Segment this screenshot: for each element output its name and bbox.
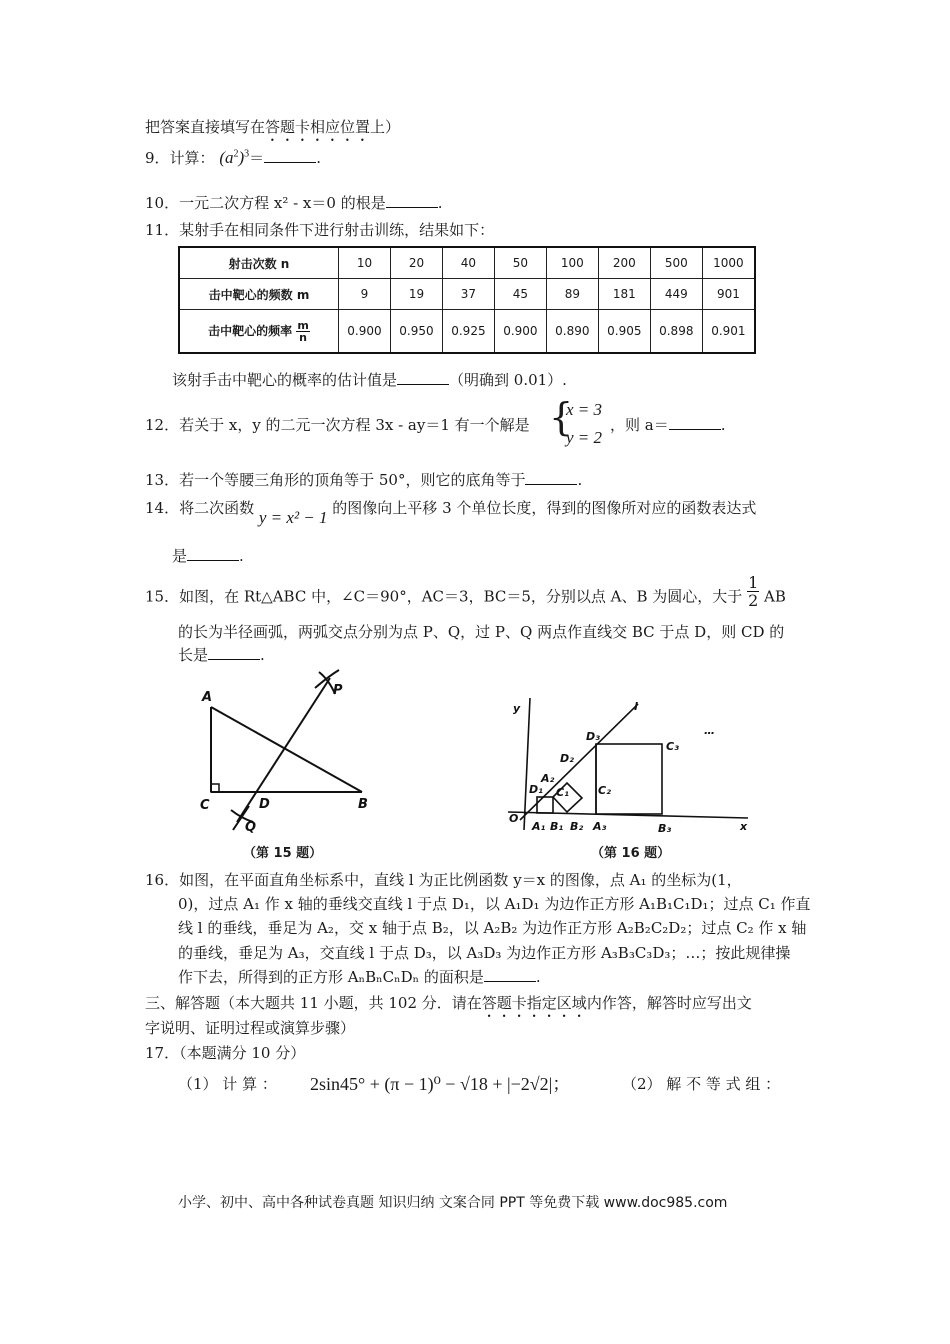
q12-eq2: y = 2 [566, 428, 603, 447]
row-label-shots: 射击次数 n [179, 247, 339, 279]
table-cell: 40 [442, 247, 494, 279]
table-cell: 1000 [702, 247, 755, 279]
label-d2: D₂ [560, 752, 574, 765]
perpendicular-bisector [237, 678, 330, 822]
question-14-line2: 是 . [172, 547, 244, 565]
question-13: 13．若一个等腰三角形的顶角等于 50°，则它的底角等于 . [145, 471, 583, 489]
q14-function: y = x² − 1 [258, 508, 328, 527]
label-a3: A₃ [593, 820, 607, 833]
table-cell: 0.925 [442, 310, 494, 354]
frequency-fraction: $\frac{m}{n}$ [297, 318, 309, 344]
q9-answer-blank [264, 148, 316, 163]
intro-line [145, 116, 400, 145]
q14-answer-blank [187, 546, 239, 561]
label-q: Q [245, 820, 257, 835]
question-16-line3: 线 l 的垂线，垂足为 A₂，交 x 轴于点 B₂，以 A₂B₂ 为边作正方形 A₂B₂C₂D₂；过点 C₂ 作 x 轴 [178, 919, 807, 937]
table-row [179, 247, 755, 279]
label-p: P [333, 683, 343, 698]
q15-answer-blank [208, 645, 260, 660]
page-footer: 小学、初中、高中各种试卷真题 知识归纳 文案合同 PPT 等免费下载 www.doc985.com [178, 1195, 728, 1211]
row-label-frequency: 击中靶心的频率 $\frac{m}{n}$ [179, 310, 339, 354]
question-17-expression: 2sin45° + (π − 1)⁰ − √18 + |−2√2|； [310, 1074, 571, 1094]
label-y: y [513, 702, 521, 715]
label-l: l [634, 700, 638, 713]
table-cell: 0.901 [702, 310, 755, 354]
intro-tail: 上） [370, 118, 401, 136]
table-cell: 19 [390, 279, 442, 310]
question-12 [145, 414, 530, 435]
label-b2: B₂ [570, 820, 584, 833]
question-17-part1: （1） 计 算 ： [178, 1075, 277, 1093]
label-d3: D₃ [586, 730, 600, 743]
figure-16 [500, 690, 760, 840]
table-cell: 0.950 [390, 310, 442, 354]
q9-text: 9．计算： [145, 149, 215, 167]
table-cell: 0.890 [546, 310, 598, 354]
side-ab [211, 707, 362, 792]
label-a1: A₁ [532, 820, 546, 833]
question-15-line3: 长是 . [178, 646, 265, 664]
square-1 [537, 797, 553, 813]
q16-answer-blank [484, 967, 536, 982]
q12-text: 12．若关于 x，y 的二元一次方程 3x - ay＝1 有一个解是 [145, 416, 530, 434]
figure-16-caption: （第 16 题） [591, 846, 671, 861]
question-11 [145, 219, 494, 240]
half-fraction: $\frac{1}{2}$ [748, 573, 759, 610]
q11-text: 11．某射手在相同条件下进行射击训练，结果如下： [145, 221, 495, 239]
label-c3: C₃ [666, 740, 679, 753]
q10-text: 10．一元二次方程 x² - x＝0 的根是 [145, 194, 386, 212]
question-16-line1: 16．如图，在平面直角坐标系中，直线 l 为正比例函数 y＝x 的图像，点 A₁ 的坐标为(1， [145, 871, 742, 889]
question-9: 9．计算： $(a^2)^3=$ . [145, 148, 321, 167]
table-cell: 181 [598, 279, 650, 310]
label-x: x [740, 820, 748, 833]
table-cell: 200 [598, 247, 650, 279]
question-17-part2: （2） 解 不 等 式 组 ： [622, 1075, 781, 1093]
question-16-line5: 作下去，所得到的正方形 AₙBₙCₙDₙ 的面积是 . [178, 968, 541, 986]
table-cell: 89 [546, 279, 598, 310]
table-cell: 50 [494, 247, 546, 279]
table-cell: 20 [390, 247, 442, 279]
q11-answer-blank [397, 370, 449, 385]
question-11-answer: 该射手击中靶心的概率的估计值是 （明确到 0.01）. [172, 371, 567, 389]
label-b: B [358, 797, 368, 812]
figure-15 [195, 660, 395, 860]
table-row [179, 279, 755, 310]
q9-expression: $(a^2)^3$ [219, 148, 250, 167]
table-cell: 10 [339, 247, 391, 279]
table-cell: 500 [650, 247, 702, 279]
q12-answer-blank [669, 415, 721, 430]
table-row [179, 310, 755, 354]
table-cell: 45 [494, 279, 546, 310]
question-16-line2: 0)，过点 A₁ 作 x 轴的垂线交直线 l 于点 D₁，以 A₁D₁ 为边作正方形 A₁B₁C₁D₁；过点 C₁ 作直 [178, 895, 811, 913]
label-d1: D₁ [529, 783, 543, 796]
table-cell: 901 [702, 279, 755, 310]
table-cell: 0.900 [494, 310, 546, 354]
section-3-header: 三、解答题（本大题共 11 小题，共 102 分．请在答题卡指定区域内作答，解答时应写出文 [145, 994, 752, 1012]
label-o: O [509, 812, 519, 825]
intro-text: 把答案直接填写在 [145, 118, 266, 136]
q10-answer-blank [386, 193, 438, 208]
square-3 [596, 744, 662, 814]
row-label-hits: 击中靶心的频数 m [179, 279, 339, 310]
q12-eq1: x = 3 [566, 400, 603, 419]
table-cell: 100 [546, 247, 598, 279]
label-c1: C₁ [556, 786, 569, 799]
table-cell: 9 [339, 279, 391, 310]
label-dots: … [704, 724, 715, 737]
label-d: D [259, 797, 270, 812]
table-cell: 449 [650, 279, 702, 310]
question-15-line2: 的长为半径画弧，两弧交点分别为点 P、Q，过 P、Q 两点作直线交 BC 于点 D，则 CD 的 [178, 623, 785, 641]
question-10: 10．一元二次方程 x² - x＝0 的根是 . [145, 194, 443, 212]
table-cell: 0.898 [650, 310, 702, 354]
label-c: C [200, 798, 210, 813]
shooting-results-table [178, 246, 756, 354]
question-16-line4: 的垂线，垂足为 A₃，交直线 l 于点 D₃，以 A₃D₃ 为边作正方形 A₃B₃C₃D₃；…；按此规律操 [178, 944, 791, 962]
table-cell: 0.905 [598, 310, 650, 354]
system-brace: { [549, 395, 574, 439]
label-c2: C₂ [598, 784, 611, 797]
label-a: A [202, 690, 213, 705]
label-a2: A₂ [541, 772, 555, 785]
table-cell: 0.900 [339, 310, 391, 354]
figure-15-caption: （第 15 题） [243, 846, 323, 861]
table-cell: 37 [442, 279, 494, 310]
right-angle-mark [211, 784, 219, 792]
label-b1: B₁ [550, 820, 564, 833]
question-17-title: 17．（本题满分 10 分） [145, 1044, 306, 1062]
q12-tail: ，则 a＝ . [610, 416, 726, 434]
question-15: 15．如图，在 Rt△ABC 中，∠C＝90°，AC＝3，BC＝5，分别以点 A、B 为圆心，大于 $\frac{1}{2}$ AB [145, 573, 786, 610]
label-b3: B₃ [658, 822, 672, 835]
q13-answer-blank [525, 470, 577, 485]
question-14: 14．将二次函数 y = x² − 1 的图像向上平移 3 个单位长度，得到的图像所对应的函数表达式 [145, 499, 757, 527]
section-3-header-line2: 字说明、证明过程或演算步骤） [145, 1019, 356, 1037]
intro-emphasis: 答题卡相应位置 [265, 118, 371, 136]
